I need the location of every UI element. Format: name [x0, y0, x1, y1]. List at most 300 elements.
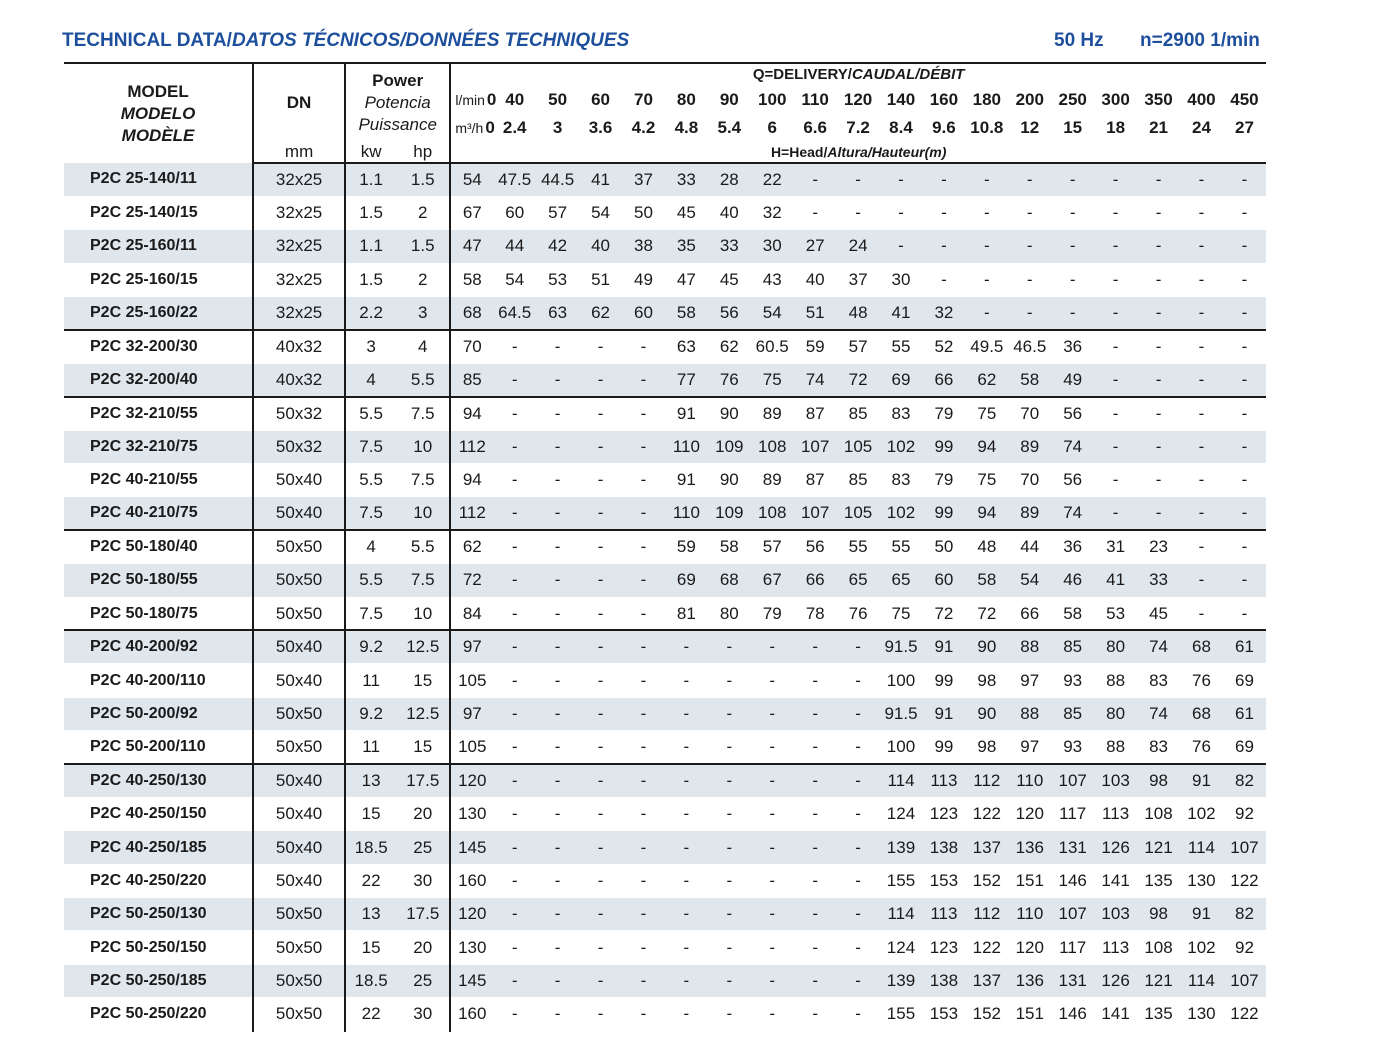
q-m3h-value: 24 — [1191, 118, 1211, 137]
head-value-cell: - — [837, 831, 880, 864]
head-value-cell: 82 — [1223, 898, 1266, 931]
head-value-cell: 31 — [1094, 530, 1137, 563]
head-value-cell: - — [493, 998, 536, 1031]
head-value-cell: 45 — [1137, 597, 1180, 630]
table-row — [64, 263, 1266, 296]
head-value-cell: 56 — [708, 297, 751, 330]
head-value-cell: 94 — [450, 397, 493, 430]
table-row — [64, 898, 1266, 931]
head-value-cell: - — [493, 831, 536, 864]
head-value-cell: - — [622, 697, 665, 730]
head-value-cell: 130 — [450, 931, 493, 964]
head-value-cell: - — [880, 196, 923, 229]
head-value-cell: - — [751, 898, 794, 931]
head-value-cell: 110 — [665, 430, 708, 463]
head-value-cell: 85 — [837, 464, 880, 497]
kw-cell: 18.5 — [345, 964, 396, 997]
head-value-cell: 74 — [794, 363, 837, 396]
hp-cell: 25 — [396, 964, 450, 997]
head-value-cell: - — [579, 497, 622, 530]
hp-cell: 30 — [396, 864, 450, 897]
head-value-cell: 75 — [880, 597, 923, 630]
head-value-cell: - — [837, 163, 880, 196]
hp-cell: 1.5 — [396, 230, 450, 263]
q-lmin-value: 160 — [929, 90, 959, 109]
head-value-cell: 130 — [1180, 864, 1223, 897]
table-row — [64, 998, 1266, 1031]
head-value-cell: 89 — [751, 397, 794, 430]
head-value-cell: 60.5 — [751, 330, 794, 363]
head-value-cell: 90 — [708, 397, 751, 430]
kw-cell: 4 — [345, 530, 396, 563]
head-value-cell: 41 — [1094, 564, 1137, 597]
head-value-cell: - — [665, 697, 708, 730]
head-value-cell: - — [665, 964, 708, 997]
head-value-cell: - — [579, 797, 622, 830]
head-value-cell: - — [794, 764, 837, 797]
head-value-cell: - — [1094, 297, 1137, 330]
head-value-cell: 74 — [1137, 697, 1180, 730]
head-value-cell: 66 — [794, 564, 837, 597]
kw-cell: 13 — [345, 764, 396, 797]
head-value-cell: 80 — [708, 597, 751, 630]
head-value-cell: 56 — [1051, 464, 1094, 497]
head-value-cell: - — [622, 630, 665, 663]
head-value-cell: 42 — [536, 230, 579, 263]
head-value-cell: 77 — [665, 363, 708, 396]
table-row — [64, 664, 1266, 697]
head-value-cell: 80 — [1094, 697, 1137, 730]
head-value-cell: 97 — [450, 630, 493, 663]
head-value-cell: - — [1051, 163, 1094, 196]
head-value-cell: - — [1051, 263, 1094, 296]
head-value-cell: - — [708, 797, 751, 830]
head-value-cell: 112 — [450, 497, 493, 530]
head-value-cell: 123 — [922, 931, 965, 964]
head-value-cell: 110 — [1008, 764, 1051, 797]
dn-cell: 50x40 — [253, 464, 345, 497]
kw-unit: kw — [345, 142, 396, 163]
head-value-cell: 103 — [1094, 764, 1137, 797]
head-value-cell: 92 — [1223, 797, 1266, 830]
model-cell: P2C 25-140/15 — [64, 196, 253, 229]
head-value-cell: 107 — [1223, 831, 1266, 864]
head-value-cell: - — [579, 530, 622, 563]
head-value-cell: 58 — [1008, 363, 1051, 396]
head-value-cell: 109 — [708, 497, 751, 530]
head-value-cell: 124 — [880, 797, 923, 830]
head-value-cell: 152 — [965, 998, 1008, 1031]
head-value-cell: - — [579, 864, 622, 897]
head-value-cell: - — [622, 664, 665, 697]
head-value-cell: - — [1094, 464, 1137, 497]
head-value-cell: - — [794, 196, 837, 229]
kw-cell: 11 — [345, 664, 396, 697]
head-value-cell: 68 — [450, 297, 493, 330]
head-value-cell: 160 — [450, 998, 493, 1031]
head-value-cell: 99 — [922, 731, 965, 764]
head-value-cell: - — [794, 964, 837, 997]
head-value-cell: 122 — [1223, 998, 1266, 1031]
head-value-cell: - — [536, 530, 579, 563]
head-value-cell: - — [794, 998, 837, 1031]
hp-cell: 1.5 — [396, 163, 450, 196]
dn-cell: 50x50 — [253, 931, 345, 964]
hp-cell: 20 — [396, 797, 450, 830]
head-value-cell: 40 — [579, 230, 622, 263]
head-value-cell: - — [536, 564, 579, 597]
table-row — [64, 831, 1266, 864]
head-value-cell: - — [751, 964, 794, 997]
head-value-cell: 112 — [450, 430, 493, 463]
head-value-cell: 91 — [922, 697, 965, 730]
q-lmin-value: 200 — [1015, 90, 1044, 109]
head-value-cell: 100 — [880, 664, 923, 697]
technical-data-table — [64, 62, 1266, 1032]
dn-cell: 50x50 — [253, 998, 345, 1031]
model-cell: P2C 50-180/55 — [64, 564, 253, 597]
head-value-cell: 78 — [794, 597, 837, 630]
head-value-cell: - — [622, 597, 665, 630]
head-value-cell: - — [837, 664, 880, 697]
head-value-cell: - — [1223, 597, 1266, 630]
head-value-cell: 91.5 — [880, 697, 923, 730]
head-value-cell: 105 — [837, 497, 880, 530]
head-value-cell: 54 — [1008, 564, 1051, 597]
table-row — [64, 864, 1266, 897]
head-value-cell: - — [1094, 230, 1137, 263]
head-value-cell: 83 — [880, 397, 923, 430]
head-value-cell: 50 — [622, 196, 665, 229]
frequency-label: 50 Hz — [1054, 30, 1104, 51]
head-value-cell: - — [579, 697, 622, 730]
q-lmin-value: 450 — [1230, 90, 1259, 109]
table-row — [64, 597, 1266, 630]
head-value-cell: - — [1137, 430, 1180, 463]
head-value-cell: - — [579, 564, 622, 597]
head-value-cell: - — [665, 664, 708, 697]
model-cell: P2C 40-210/55 — [64, 464, 253, 497]
head-value-cell: 145 — [450, 964, 493, 997]
head-value-cell: - — [965, 196, 1008, 229]
head-value-cell: - — [665, 831, 708, 864]
head-value-cell: 113 — [922, 764, 965, 797]
head-value-cell: - — [1223, 330, 1266, 363]
head-value-cell: 126 — [1094, 964, 1137, 997]
head-value-cell: - — [579, 664, 622, 697]
q-m3h-value: 4.2 — [631, 118, 656, 137]
head-value-cell: - — [622, 864, 665, 897]
head-value-cell: - — [751, 664, 794, 697]
head-value-cell: - — [837, 998, 880, 1031]
head-value-cell: 117 — [1051, 931, 1094, 964]
head-value-cell: 58 — [1051, 597, 1094, 630]
head-value-cell: - — [708, 697, 751, 730]
q-lmin-value: 60 — [591, 90, 610, 109]
head-value-cell: 49.5 — [965, 330, 1008, 363]
head-value-cell: - — [794, 831, 837, 864]
head-value-cell: 67 — [751, 564, 794, 597]
head-value-cell: 91 — [922, 630, 965, 663]
head-value-cell: - — [536, 864, 579, 897]
head-value-cell: 91.5 — [880, 630, 923, 663]
head-value-cell: 105 — [837, 430, 880, 463]
head-value-cell: 72 — [837, 363, 880, 396]
head-value-cell: - — [880, 163, 923, 196]
head-value-cell: 44 — [493, 230, 536, 263]
q-lmin-value: 300 — [1101, 90, 1130, 109]
model-cell: P2C 50-250/130 — [64, 898, 253, 931]
dn-cell: 50x50 — [253, 597, 345, 630]
model-cell: P2C 25-160/22 — [64, 297, 253, 330]
head-value-cell: 65 — [880, 564, 923, 597]
head-value-cell: - — [493, 397, 536, 430]
head-value-cell: - — [536, 731, 579, 764]
title-bar — [62, 30, 1268, 56]
kw-cell: 15 — [345, 931, 396, 964]
head-value-cell: - — [493, 630, 536, 663]
head-value-cell: - — [1094, 497, 1137, 530]
head-value-cell: - — [837, 731, 880, 764]
head-value-cell: 67 — [450, 196, 493, 229]
head-value-cell: - — [1137, 464, 1180, 497]
model-cell: P2C 50-200/92 — [64, 697, 253, 730]
head-value-cell: - — [493, 430, 536, 463]
head-value-cell: 83 — [1137, 664, 1180, 697]
q-m3h-value: 9.6 — [932, 118, 956, 137]
head-value-cell: - — [493, 764, 536, 797]
dn-cell: 50x40 — [253, 497, 345, 530]
head-value-cell: - — [1094, 163, 1137, 196]
head-value-cell: - — [1008, 297, 1051, 330]
head-value-cell: - — [751, 697, 794, 730]
head-value-cell: 98 — [965, 664, 1008, 697]
table-row — [64, 731, 1266, 764]
head-value-cell: 65 — [837, 564, 880, 597]
head-value-cell: - — [1008, 196, 1051, 229]
head-value-cell: - — [922, 163, 965, 196]
head-value-cell: - — [622, 430, 665, 463]
model-cell: P2C 32-210/55 — [64, 397, 253, 430]
head-value-cell: 87 — [794, 397, 837, 430]
head-value-cell: 94 — [965, 430, 1008, 463]
head-value-cell: - — [622, 931, 665, 964]
head-value-cell: - — [880, 230, 923, 263]
head-value-cell: - — [536, 898, 579, 931]
head-value-cell: 138 — [922, 964, 965, 997]
head-value-cell: - — [536, 464, 579, 497]
kw-cell: 22 — [345, 998, 396, 1031]
head-value-cell: - — [1094, 196, 1137, 229]
table-row — [64, 464, 1266, 497]
head-value-cell: 52 — [922, 330, 965, 363]
hp-cell: 17.5 — [396, 898, 450, 931]
head-value-cell: - — [1051, 230, 1094, 263]
dn-cell: 32x25 — [253, 263, 345, 296]
head-value-cell: 68 — [1180, 630, 1223, 663]
head-value-cell: - — [708, 964, 751, 997]
head-value-cell: 60 — [922, 564, 965, 597]
head-value-cell: - — [665, 898, 708, 931]
head-value-cell: - — [665, 931, 708, 964]
head-value-cell: - — [922, 263, 965, 296]
head-value-cell: 85 — [1051, 630, 1094, 663]
hp-cell: 17.5 — [396, 764, 450, 797]
head-value-cell: - — [579, 831, 622, 864]
head-value-cell: 79 — [751, 597, 794, 630]
head-value-cell: - — [665, 864, 708, 897]
model-cell: P2C 50-250/220 — [64, 998, 253, 1031]
head-value-cell: 102 — [1180, 931, 1223, 964]
model-cell: P2C 25-160/15 — [64, 263, 253, 296]
head-value-cell: 114 — [880, 764, 923, 797]
head-header: H=Head/Altura/Hauteur(m) — [450, 142, 1266, 163]
head-value-cell: 107 — [1051, 898, 1094, 931]
dn-cell: 32x25 — [253, 230, 345, 263]
head-value-cell: 153 — [922, 998, 965, 1031]
table-row — [64, 330, 1266, 363]
head-value-cell: - — [579, 397, 622, 430]
head-value-cell: 51 — [794, 297, 837, 330]
dn-cell: 32x25 — [253, 196, 345, 229]
head-value-cell: - — [1094, 330, 1137, 363]
head-value-cell: 60 — [493, 196, 536, 229]
m3h-unit: m³/h — [455, 120, 484, 136]
head-value-cell: 57 — [751, 530, 794, 563]
model-cell: P2C 40-210/75 — [64, 497, 253, 530]
head-value-cell: 131 — [1051, 831, 1094, 864]
q-m3h-value: 4.8 — [674, 118, 699, 137]
head-value-cell: 108 — [1137, 797, 1180, 830]
head-value-cell: 120 — [450, 764, 493, 797]
head-value-cell: - — [1180, 597, 1223, 630]
head-value-cell: 55 — [837, 530, 880, 563]
kw-cell: 9.2 — [345, 630, 396, 663]
head-value-cell: - — [493, 330, 536, 363]
model-cell: P2C 25-160/11 — [64, 230, 253, 263]
kw-cell: 1.5 — [345, 263, 396, 296]
head-value-cell: 69 — [665, 564, 708, 597]
head-value-cell: - — [622, 530, 665, 563]
head-value-cell: 110 — [1008, 898, 1051, 931]
head-value-cell: - — [1137, 263, 1180, 296]
head-value-cell: 80 — [1094, 630, 1137, 663]
head-value-cell: 48 — [837, 297, 880, 330]
dn-cell: 50x50 — [253, 697, 345, 730]
head-value-cell: 53 — [536, 263, 579, 296]
head-value-cell: 135 — [1137, 998, 1180, 1031]
head-value-cell: - — [1223, 564, 1266, 597]
head-value-cell: - — [665, 998, 708, 1031]
head-value-cell: 70 — [1008, 464, 1051, 497]
head-value-cell: 112 — [965, 764, 1008, 797]
model-cell: P2C 32-200/30 — [64, 330, 253, 363]
head-value-cell: 113 — [1094, 797, 1137, 830]
head-value-cell: - — [708, 931, 751, 964]
head-value-cell: 62 — [708, 330, 751, 363]
kw-cell: 9.2 — [345, 697, 396, 730]
head-value-cell: - — [1137, 163, 1180, 196]
head-value-cell: 70 — [450, 330, 493, 363]
hp-cell: 7.5 — [396, 397, 450, 430]
dn-cell: 50x32 — [253, 397, 345, 430]
table-body — [64, 163, 1266, 1031]
table-row — [64, 196, 1266, 229]
q-m3h-value: 5.4 — [717, 118, 742, 137]
head-value-cell: - — [751, 630, 794, 663]
head-value-cell: 97 — [450, 697, 493, 730]
head-value-cell: 88 — [1094, 731, 1137, 764]
head-value-cell: 126 — [1094, 831, 1137, 864]
table-row — [64, 530, 1266, 563]
head-value-cell: 120 — [1008, 797, 1051, 830]
head-value-cell: 70 — [1008, 397, 1051, 430]
kw-cell: 1.5 — [345, 196, 396, 229]
q-lmin-value: 140 — [886, 90, 916, 109]
head-value-cell: 47 — [450, 230, 493, 263]
head-value-cell: 72 — [450, 564, 493, 597]
q-m3h-value: 15 — [1063, 118, 1083, 137]
q-m3h-value: 10.8 — [970, 118, 1004, 137]
head-value-cell: 94 — [450, 464, 493, 497]
head-value-cell: 56 — [794, 530, 837, 563]
head-value-cell: - — [751, 797, 794, 830]
head-value-cell: 98 — [1137, 764, 1180, 797]
head-value-cell: 141 — [1094, 998, 1137, 1031]
head-value-cell: 153 — [922, 864, 965, 897]
head-value-cell: 91 — [1180, 764, 1223, 797]
head-value-cell: 93 — [1051, 731, 1094, 764]
head-value-cell: 138 — [922, 831, 965, 864]
dn-cell: 50x40 — [253, 864, 345, 897]
head-value-cell: 40 — [794, 263, 837, 296]
head-value-cell: - — [493, 564, 536, 597]
head-value-cell: 68 — [708, 564, 751, 597]
head-value-cell: 58 — [450, 263, 493, 296]
head-value-cell: 139 — [880, 964, 923, 997]
head-value-cell: 61 — [1223, 697, 1266, 730]
head-value-cell: - — [1223, 530, 1266, 563]
head-value-cell: - — [1180, 196, 1223, 229]
head-value-cell: 107 — [1223, 964, 1266, 997]
model-cell: P2C 50-250/185 — [64, 964, 253, 997]
model-cell: P2C 50-250/150 — [64, 931, 253, 964]
kw-cell: 15 — [345, 797, 396, 830]
hp-cell: 20 — [396, 931, 450, 964]
header-model: MODEL MODELO MODÈLE — [64, 63, 253, 163]
head-value-cell: - — [622, 964, 665, 997]
head-value-cell: 61 — [1223, 630, 1266, 663]
head-value-cell: - — [536, 597, 579, 630]
head-value-cell: - — [1180, 464, 1223, 497]
head-value-cell: - — [1137, 363, 1180, 396]
head-value-cell: 155 — [880, 998, 923, 1031]
hp-cell: 30 — [396, 998, 450, 1031]
table-row — [64, 630, 1266, 663]
head-value-cell: 51 — [579, 263, 622, 296]
dn-cell: 50x40 — [253, 764, 345, 797]
head-value-cell: - — [579, 731, 622, 764]
head-value-cell: - — [536, 797, 579, 830]
head-value-cell: 47 — [665, 263, 708, 296]
kw-cell: 5.5 — [345, 397, 396, 430]
model-cell: P2C 40-250/185 — [64, 831, 253, 864]
head-value-cell: 117 — [1051, 797, 1094, 830]
q-lmin-value: l/min 0 — [450, 86, 493, 114]
head-value-cell: 46 — [1051, 564, 1094, 597]
head-value-cell: - — [493, 731, 536, 764]
head-value-cell: 54 — [579, 196, 622, 229]
